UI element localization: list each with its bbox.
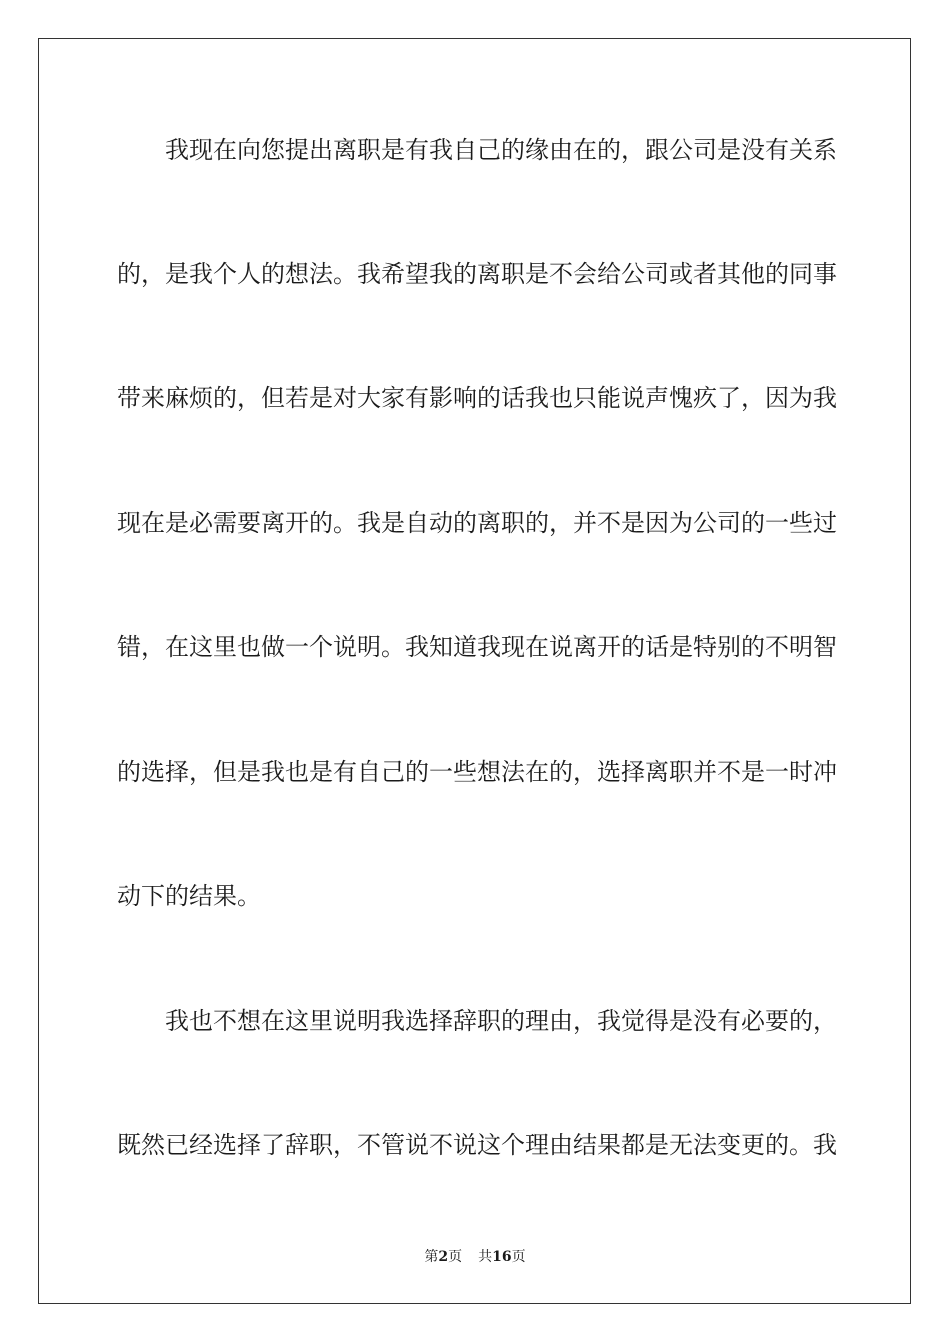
text-line: 的选择，但是我也是有自己的一些想法在的，选择离职并不是一时冲 xyxy=(117,758,837,786)
page-number: 2 xyxy=(438,1249,449,1265)
page-footer xyxy=(0,1246,950,1266)
total-suffix: 页 xyxy=(511,1249,526,1265)
text-line: 带来麻烦的，但若是对大家有影响的话我也只能说声愧疚了，因为我 xyxy=(117,384,837,412)
text-line: 我也不想在这里说明我选择辞职的理由，我觉得是没有必要的， xyxy=(165,1007,837,1035)
text-line: 的，是我个人的想法。我希望我的离职是不会给公司或者其他的同事 xyxy=(117,260,837,288)
total-pages: 16 xyxy=(492,1249,512,1265)
page-suffix: 页 xyxy=(448,1249,463,1265)
page-prefix: 第 xyxy=(424,1249,439,1265)
page-border xyxy=(38,38,911,1304)
text-line: 错，在这里也做一个说明。我知道我现在说离开的话是特别的不明智 xyxy=(117,633,837,661)
text-line: 我现在向您提出离职是有我自己的缘由在的，跟公司是没有关系 xyxy=(165,136,837,164)
text-line: 既然已经选择了辞职，不管说不说这个理由结果都是无法变更的。我 xyxy=(117,1131,837,1159)
total-prefix: 共 xyxy=(478,1249,493,1265)
text-line: 现在是必需要离开的。我是自动的离职的，并不是因为公司的一些过 xyxy=(117,509,837,537)
text-line: 动下的结果。 xyxy=(117,882,261,910)
